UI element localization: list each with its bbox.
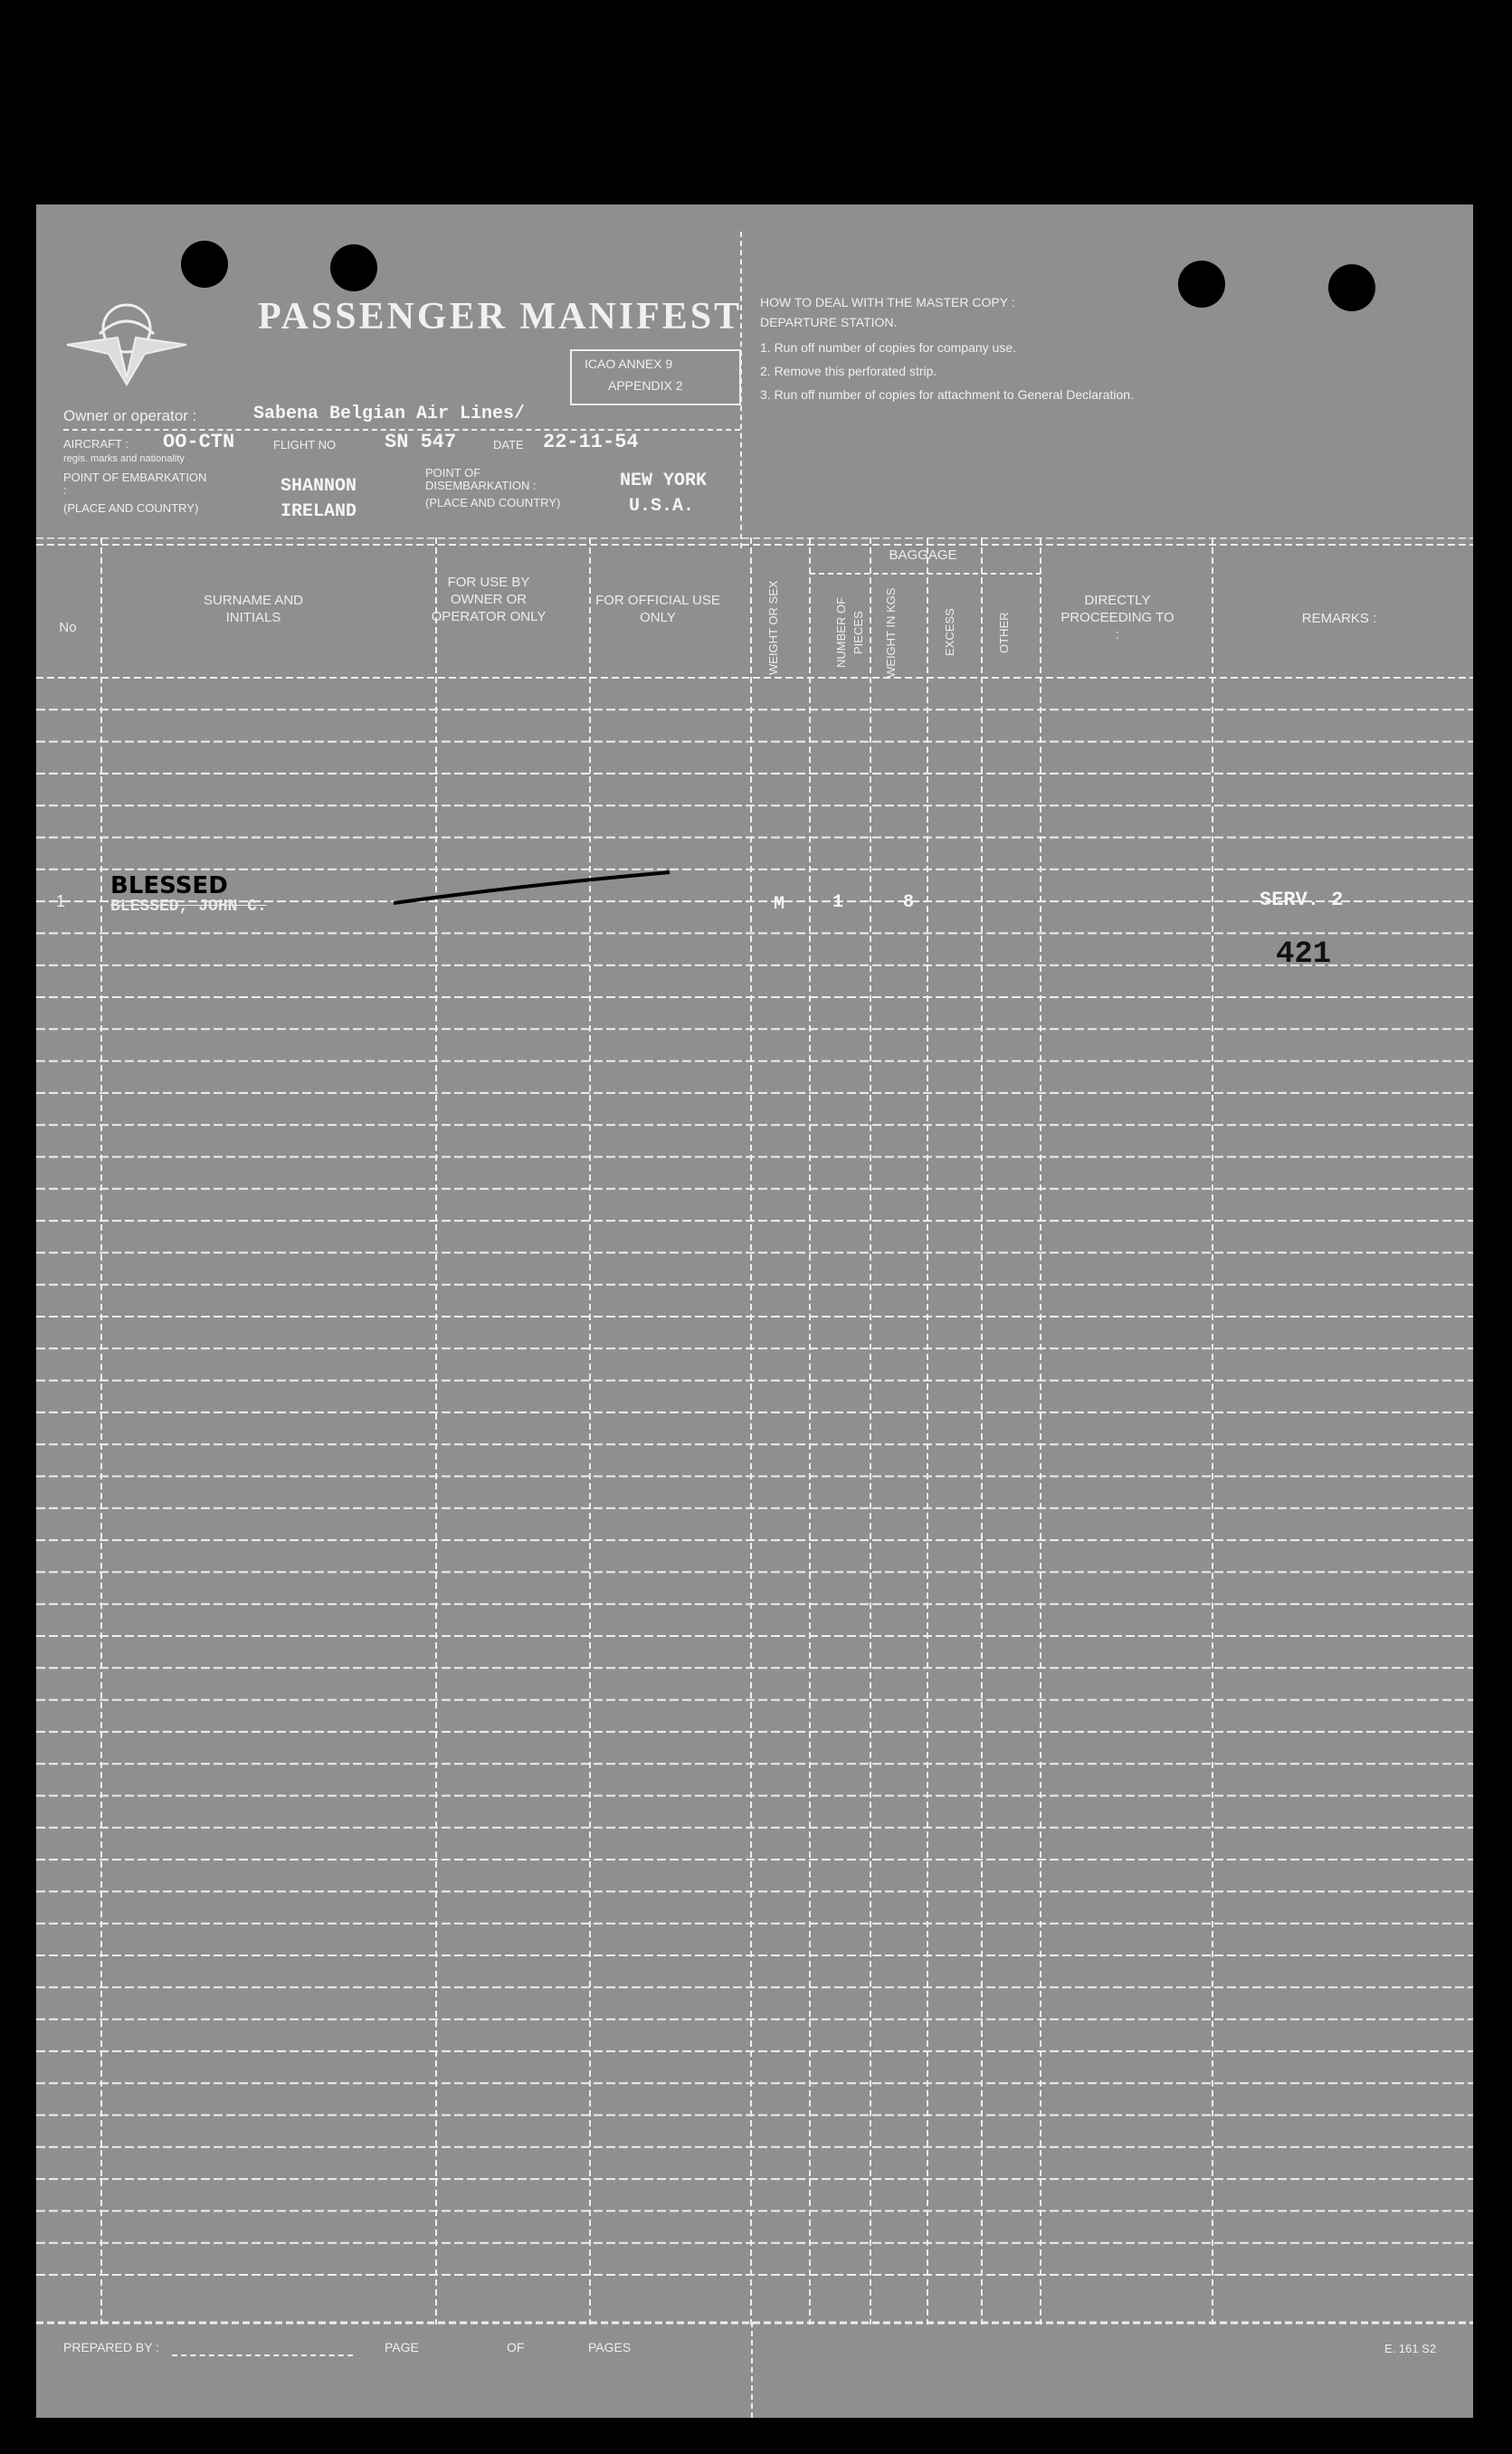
prepared-by-label: PREPARED BY : <box>63 2340 160 2354</box>
annex-label: ICAO ANNEX 9 <box>585 357 673 371</box>
handwritten-surname: BLESSED <box>110 872 228 899</box>
manifest-header <box>36 204 1473 539</box>
column-header-official-use: FOR OFFICIAL USE ONLY <box>595 593 720 625</box>
column-header-remarks: REMARKS : <box>1301 611 1377 626</box>
column-header-weight: WEIGHT OR SEX <box>766 580 780 676</box>
form-code: E. 161 S2 <box>1384 2342 1437 2355</box>
owner-label: Owner or operator : <box>63 407 197 424</box>
embarkation-sub: (PLACE AND COUNTRY) <box>63 501 199 515</box>
manifest-page <box>36 204 1473 2418</box>
perforation-line <box>751 2322 753 2418</box>
disembarkation-value-1: NEW YORK <box>620 471 708 491</box>
sex-cell: M <box>774 894 785 915</box>
aircraft-sub: regis. marks and nationality <box>63 453 185 464</box>
aircraft-label: AIRCRAFT : <box>63 437 128 451</box>
sabena-logo-icon <box>63 290 190 390</box>
remarks-cell: SERV. 2 <box>1260 889 1344 911</box>
instructions-title: HOW TO DEAL WITH THE MASTER COPY : <box>760 295 1015 309</box>
column-header-bag-other: OTHER <box>997 612 1011 653</box>
date-label: DATE <box>493 438 524 452</box>
flight-value: SN 547 <box>385 431 457 453</box>
embarkation-label: POINT OF EMBARKATION : <box>63 471 207 497</box>
owner-value: Sabena Belgian Air Lines/ <box>253 404 526 424</box>
disembarkation-value-2: U.S.A. <box>629 496 695 517</box>
page-label: PAGE <box>385 2340 419 2354</box>
typed-surname: BLESSED, JOHN C. <box>110 898 267 916</box>
row-number: 1 <box>56 892 66 910</box>
instruction-3: 3. Run off number of copies for attachment to General Declaration. <box>760 387 1134 402</box>
column-header-bag-weight: WEIGHT IN KGS <box>884 587 898 678</box>
disembarkation-label: POINT OF DISEMBARKATION : <box>425 466 537 492</box>
annex-box <box>570 349 741 405</box>
column-header-baggage: BAGGAGE <box>889 547 957 563</box>
manifest-footer <box>36 2322 1473 2418</box>
column-header-bag-excess: EXCESS <box>943 608 956 657</box>
appendix-label: APPENDIX 2 <box>608 378 683 393</box>
column-header-bag-pieces: NUMBER OF PIECES <box>834 597 865 668</box>
pages-label: PAGES <box>588 2340 632 2354</box>
flight-label: FLIGHT NO <box>273 438 337 452</box>
embarkation-value-1: SHANNON <box>281 476 357 497</box>
column-header-proceeding: DIRECTLY PROCEEDING TO : <box>1060 593 1174 642</box>
pen-stroke <box>389 867 679 912</box>
embarkation-value-2: IRELAND <box>281 501 357 522</box>
table-grid <box>36 537 1473 2325</box>
column-header-owner-use: FOR USE BY OWNER OR OPERATOR ONLY <box>431 575 547 624</box>
page-title: PASSENGER MANIFEST <box>258 296 743 338</box>
instructions-subtitle: DEPARTURE STATION. <box>760 315 898 329</box>
column-header-surname: SURNAME AND INITIALS <box>203 593 304 625</box>
passenger-table <box>36 537 1473 2325</box>
instruction-2: 2. Remove this perforated strip. <box>760 364 937 378</box>
bag-weight-cell: 8 <box>903 892 915 913</box>
remarks-number: 421 <box>1276 937 1332 972</box>
aircraft-value: OO-CTN <box>163 431 235 453</box>
perforation-line <box>740 232 742 548</box>
column-header-no: No <box>59 620 77 635</box>
of-label: OF <box>507 2340 525 2354</box>
date-value: 22-11-54 <box>543 431 639 453</box>
disembarkation-sub: (PLACE AND COUNTRY) <box>425 496 561 509</box>
pieces-cell: 1 <box>832 892 844 913</box>
instruction-1: 1. Run off number of copies for company use. <box>760 340 1017 355</box>
signature-line <box>172 2354 353 2356</box>
